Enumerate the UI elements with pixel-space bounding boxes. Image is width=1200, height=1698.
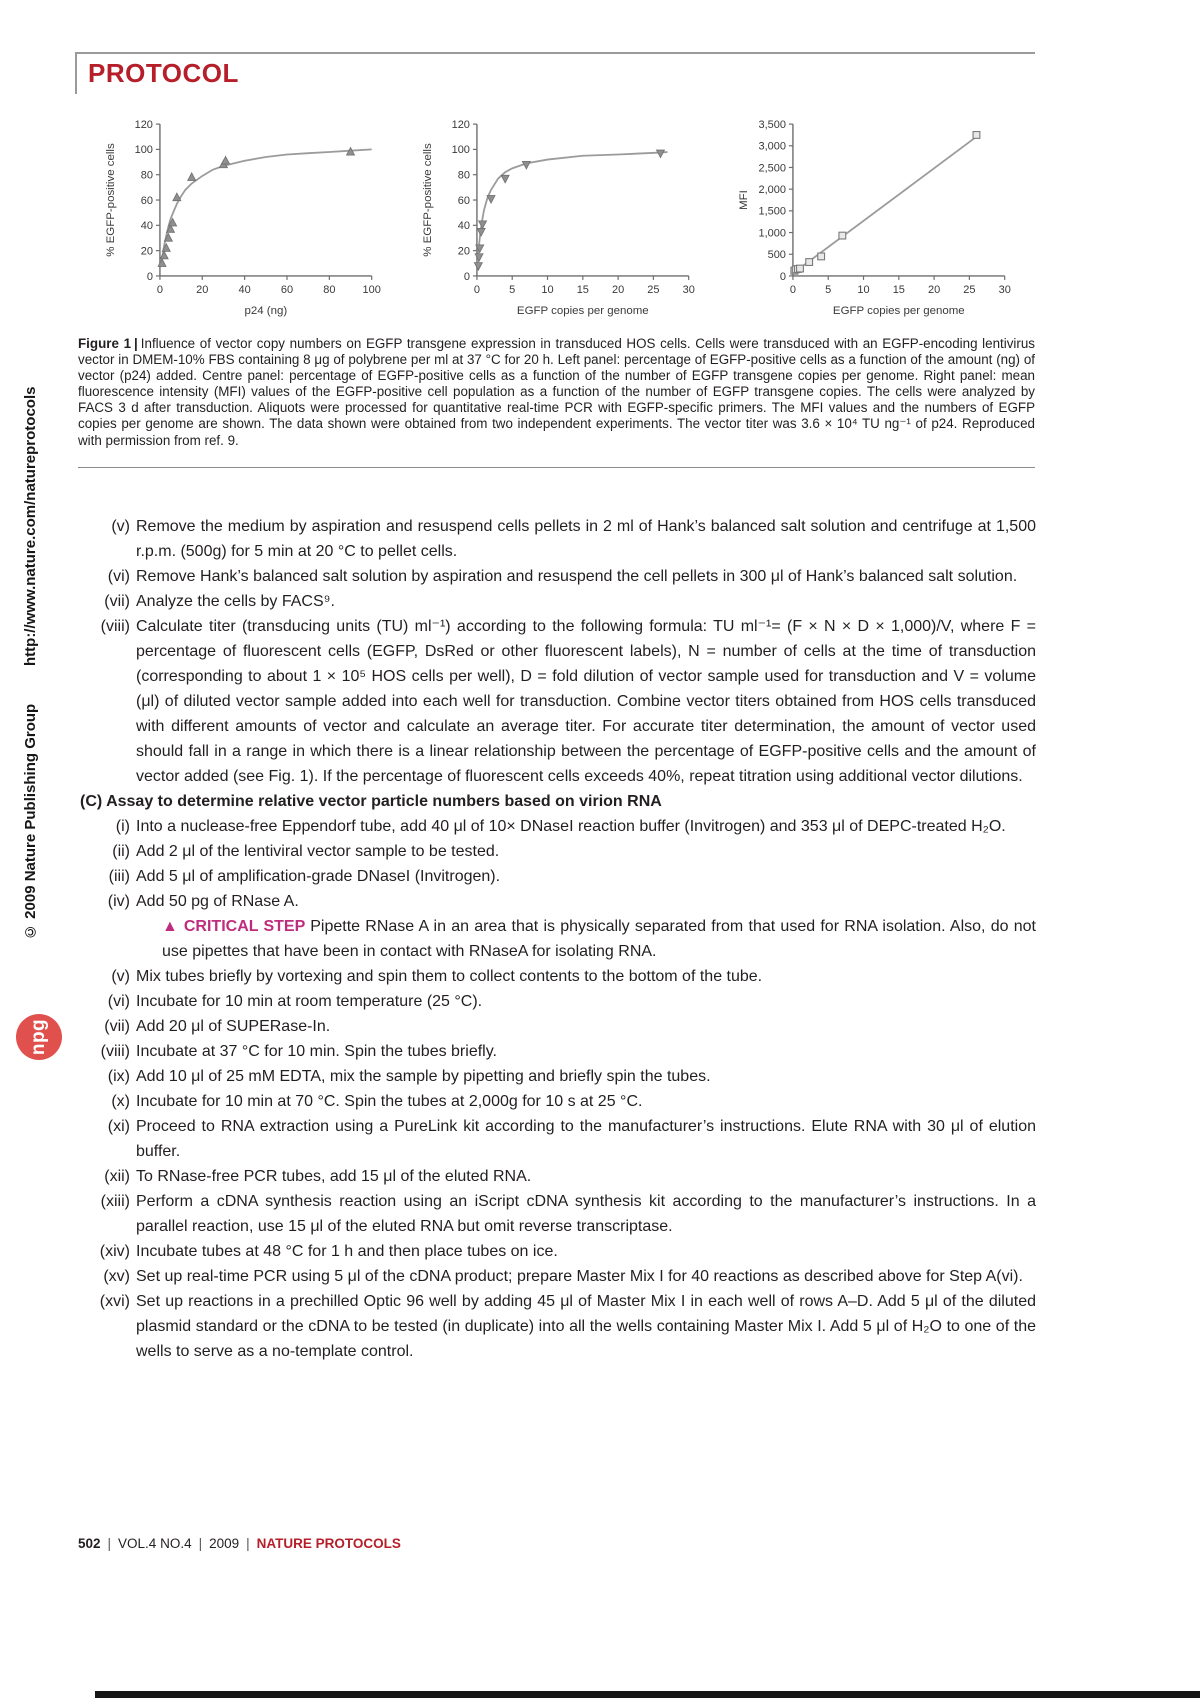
sidebar-gap bbox=[30, 666, 32, 704]
svg-text:EGFP copies per genome: EGFP copies per genome bbox=[833, 304, 966, 317]
step-text: To RNase-free PCR tubes, add 15 μl of the eluted RNA. bbox=[136, 1168, 532, 1185]
footer-separator: | bbox=[246, 1536, 250, 1551]
protocol-step bbox=[80, 514, 1036, 564]
svg-text:0: 0 bbox=[463, 270, 470, 283]
svg-text:40: 40 bbox=[457, 220, 470, 233]
svg-text:3,500: 3,500 bbox=[758, 118, 787, 131]
figure-separator: | bbox=[134, 336, 138, 351]
step-text: Incubate for 10 min at 70 °C. Spin the tubes at 2,000g for 10 s at 25 °C. bbox=[136, 1093, 643, 1110]
svg-text:1,000: 1,000 bbox=[758, 227, 787, 240]
svg-text:20: 20 bbox=[928, 283, 941, 296]
step-number: (xvi) bbox=[99, 1293, 130, 1310]
svg-text:5: 5 bbox=[508, 283, 515, 296]
svg-text:0: 0 bbox=[790, 283, 797, 296]
protocol-step bbox=[80, 1264, 1036, 1289]
svg-text:80: 80 bbox=[457, 169, 470, 182]
page-footer bbox=[78, 1536, 401, 1551]
step-text: Incubate for 10 min at room temperature (25 °C). bbox=[136, 993, 483, 1010]
svg-text:60: 60 bbox=[280, 283, 294, 296]
step-text: Set up real-time PCR using 5 μl of the cDNA product; prepare Master Mix I for 40 reactions as described above for Step A(vi). bbox=[136, 1268, 1023, 1285]
protocol-step bbox=[80, 1064, 1036, 1089]
step-number: (viii) bbox=[100, 618, 130, 635]
svg-text:80: 80 bbox=[140, 169, 153, 182]
svg-text:20: 20 bbox=[196, 283, 209, 296]
footer-page-number: 502 bbox=[78, 1536, 101, 1551]
step-text: Add 20 μl of SUPERase-In. bbox=[136, 1018, 331, 1035]
svg-text:20: 20 bbox=[457, 245, 470, 258]
sidebar-url: http://www.nature.com/natureprotocols bbox=[22, 386, 39, 666]
protocol-step bbox=[80, 839, 1036, 864]
step-text: Add 5 μl of amplification-grade DNaseI (Invitrogen). bbox=[136, 868, 501, 885]
step-text: Add 10 μl of 25 mM EDTA, mix the sample by pipetting and briefly spin the tubes. bbox=[136, 1068, 711, 1085]
protocol-step bbox=[80, 1039, 1036, 1064]
step-number: (ix) bbox=[107, 1068, 130, 1085]
step-number: (xiii) bbox=[100, 1193, 130, 1210]
step-text: Add 50 pg of RNase A. bbox=[136, 893, 299, 910]
caption-bottom-rule bbox=[78, 467, 1035, 468]
svg-text:20: 20 bbox=[611, 283, 624, 296]
sidebar-vertical-text bbox=[22, 350, 39, 940]
svg-text:10: 10 bbox=[541, 283, 554, 296]
protocol-step bbox=[80, 964, 1036, 989]
svg-text:60: 60 bbox=[140, 194, 153, 207]
step-number: (viii) bbox=[100, 1043, 130, 1060]
protocol-step bbox=[80, 814, 1036, 839]
svg-text:0: 0 bbox=[146, 270, 153, 283]
svg-text:20: 20 bbox=[140, 245, 153, 258]
svg-text:p24 (ng): p24 (ng) bbox=[244, 304, 288, 317]
svg-text:40: 40 bbox=[238, 283, 251, 296]
svg-text:100: 100 bbox=[451, 144, 470, 157]
step-text: Calculate titer (transducing units (TU) ml⁻¹) according to the following formula: TU ml⁻¹= (F × N × D × 1,000)/V, where F = percentage of fluorescent cells (EGFP, DsRed or other fluorescent labels), N = number of cells at the time of transduction (corresponding to about 1 × 10⁵ HOS cells per well), D = fold dilution of vector sample used for transduction and V = volume (μl) of diluted vector sample added into each well for transduction. Combine vector titers obtained from HOS cells transduced with different amounts of vector and calculate an average titer. For accurate titer determination, the amount of vector used should fall in a range in which there is a linear relationship between the percentage of EGFP-positive cells and the amount of vector added (see Fig. 1). If the percentage of fluorescent cells exceeds 40%, repeat titration using additional vector dilutions. bbox=[136, 618, 1036, 785]
step-text: Perform a cDNA synthesis reaction using an iScript cDNA synthesis kit according to the manufacturer’s instructions. In a parallel reaction, use 15 μl of the eluted RNA but omit reverse transcriptase. bbox=[136, 1193, 1036, 1235]
chart-right-panel bbox=[725, 108, 1032, 324]
step-number: (iv) bbox=[107, 893, 130, 910]
svg-text:30: 30 bbox=[998, 283, 1012, 296]
svg-text:5: 5 bbox=[825, 283, 832, 296]
step-number: (vii) bbox=[104, 593, 130, 610]
sidebar-copyright: © 2009 Nature Publishing Group bbox=[22, 703, 39, 940]
protocol-step bbox=[80, 1164, 1036, 1189]
protocol-step bbox=[80, 614, 1036, 789]
step-text: Remove Hank’s balanced salt solution by aspiration and resuspend the cell pellets in 300 μl of Hank’s balanced salt solution. bbox=[136, 568, 1018, 585]
svg-text:15: 15 bbox=[576, 283, 589, 296]
svg-text:0: 0 bbox=[473, 283, 480, 296]
svg-text:1,500: 1,500 bbox=[758, 205, 787, 218]
page-header-label: PROTOCOL bbox=[88, 58, 239, 88]
svg-text:% EGFP-positive cells: % EGFP-positive cells bbox=[421, 143, 434, 257]
protocol-step bbox=[80, 1189, 1036, 1239]
svg-text:500: 500 bbox=[767, 249, 787, 262]
step-number: (vii) bbox=[104, 1018, 130, 1035]
chart-left-panel bbox=[92, 108, 399, 324]
protocol-step bbox=[80, 1089, 1036, 1114]
figure-label: Figure 1 bbox=[78, 336, 132, 351]
step-number: (ii) bbox=[112, 843, 130, 860]
step-number: (xiv) bbox=[99, 1243, 130, 1260]
step-number: (v) bbox=[111, 968, 130, 985]
svg-text:100: 100 bbox=[362, 283, 381, 296]
svg-text:25: 25 bbox=[646, 283, 660, 296]
step-text: ▲ CRITICAL STEP Pipette RNase A in an area that is physically separated from that used for RNA isolation. Also, do not use pipettes that have been in contact with RNaseA for isolating RNA. bbox=[162, 918, 1036, 960]
svg-text:100: 100 bbox=[134, 144, 153, 157]
header-top-rule bbox=[75, 52, 1035, 54]
svg-text:MFI: MFI bbox=[738, 190, 751, 210]
protocol-step bbox=[80, 989, 1036, 1014]
section-heading: (C) Assay to determine relative vector particle numbers based on virion RNA bbox=[80, 793, 662, 810]
step-text: Mix tubes briefly by vortexing and spin them to collect contents to the bottom of the tube. bbox=[136, 968, 763, 985]
protocol-step bbox=[80, 589, 1036, 614]
protocol-step bbox=[80, 1239, 1036, 1264]
step-number: (xii) bbox=[104, 1168, 130, 1185]
step-text: Incubate at 37 °C for 10 min. Spin the tubes briefly. bbox=[136, 1043, 497, 1060]
svg-text:80: 80 bbox=[323, 283, 336, 296]
critical-step-flag: ▲ CRITICAL STEP bbox=[162, 918, 311, 935]
svg-text:120: 120 bbox=[451, 118, 470, 131]
step-number: (i) bbox=[115, 818, 130, 835]
step-text: Set up reactions in a prechilled Optic 96 well by adding 45 μl of Master Mix I in each well of rows A–D. Add 5 μl of the diluted plasmid standard or the cDNA to be tested (in duplicate) into all the wells containing Master Mix I. Add 5 μl of H₂O to one of the wells to serve as a no-template control. bbox=[136, 1293, 1036, 1360]
footer-separator: | bbox=[107, 1536, 112, 1551]
svg-text:10: 10 bbox=[857, 283, 870, 296]
npg-logo-text: npg bbox=[27, 1018, 49, 1056]
svg-text:120: 120 bbox=[134, 118, 153, 131]
footer-journal-name: NATURE PROTOCOLS bbox=[256, 1536, 401, 1551]
step-text: Into a nuclease-free Eppendorf tube, add 40 μl of 10× DNaseI reaction buffer (Invitrogen) and 353 μl of DEPC-treated H₂O. bbox=[136, 818, 1006, 835]
step-text: Proceed to RNA extraction using a PureLink kit according to the manufacturer’s instructions. Elute RNA with 30 μl of elution buffer. bbox=[136, 1118, 1036, 1160]
step-text: Analyze the cells by FACS⁹. bbox=[136, 593, 335, 610]
protocol-step bbox=[80, 864, 1036, 889]
step-number: (x) bbox=[111, 1093, 130, 1110]
svg-text:40: 40 bbox=[140, 220, 153, 233]
step-number: (xv) bbox=[103, 1268, 130, 1285]
npg-logo bbox=[16, 1014, 62, 1060]
svg-text:% EGFP-positive cells: % EGFP-positive cells bbox=[104, 143, 117, 257]
step-number: (xi) bbox=[107, 1118, 130, 1135]
svg-text:EGFP copies per genome: EGFP copies per genome bbox=[516, 304, 649, 317]
svg-text:15: 15 bbox=[893, 283, 906, 296]
svg-text:0: 0 bbox=[156, 283, 163, 296]
footer-volume: VOL.4 NO.4 bbox=[118, 1536, 192, 1551]
step-text: Incubate tubes at 48 °C for 1 h and then place tubes on ice. bbox=[136, 1243, 558, 1260]
svg-text:0: 0 bbox=[780, 270, 787, 283]
figure-caption-text: Influence of vector copy numbers on EGFP transgene expression in transduced HOS cells. Cells were transduced with an EGFP-encoding lentivirus vector in DMEM-10% FBS containing 8 μg of polybrene per ml at 37 °C for 20 h. Left panel: percentage of EGFP-positive cells as a function of the amount (ng) of vector (p24) added. Centre panel: percentage of EGFP-positive cells as a function of the number of EGFP transgene copies per genome. Right panel: mean fluorescence intensity (MFI) values of the EGFP-positive cell population as a function of the number of EGFP transgene copies. The cells were analyzed by FACS 3 d after transduction. Aliquots were processed for quantitative real-time PCR with EGFP-specific primers. The MFI values and the numbers of EGFP copies per genome are shown. The data shown were obtained from two independent experiments. The vector titer was 3.6 × 10⁴ TU ng⁻¹ of p24. Reproduced with permission from ref. 9. bbox=[78, 336, 1036, 448]
step-text: Add 2 μl of the lentiviral vector sample to be tested. bbox=[136, 843, 500, 860]
svg-text:25: 25 bbox=[963, 283, 976, 296]
page-bottom-bar bbox=[95, 1691, 1200, 1698]
svg-text:3,000: 3,000 bbox=[758, 140, 787, 153]
step-text: Remove the medium by aspiration and resuspend cells pellets in 2 ml of Hank’s balanced salt solution and centrifuge at 1,500 r.p.m. (500g) for 5 min at 20 °C to pellet cells. bbox=[136, 518, 1036, 560]
protocol-step bbox=[80, 564, 1036, 589]
svg-text:2,500: 2,500 bbox=[758, 162, 787, 175]
figure-caption bbox=[78, 336, 1035, 449]
protocol-steps-list bbox=[80, 514, 1036, 1364]
step-number: (vi) bbox=[107, 568, 130, 585]
protocol-step bbox=[80, 1289, 1036, 1364]
step-number bbox=[80, 914, 136, 964]
critical-step bbox=[80, 914, 1036, 964]
svg-text:60: 60 bbox=[457, 194, 470, 207]
chart-centre-panel bbox=[409, 108, 716, 324]
step-number: (v) bbox=[111, 518, 130, 535]
protocol-step bbox=[80, 889, 1036, 914]
header-left-rule bbox=[75, 52, 77, 94]
step-number: (iii) bbox=[108, 868, 130, 885]
footer-year: 2009 bbox=[209, 1536, 240, 1551]
protocol-step bbox=[80, 1014, 1036, 1039]
step-number: (vi) bbox=[107, 993, 130, 1010]
svg-text:2,000: 2,000 bbox=[758, 184, 787, 197]
footer-separator: | bbox=[198, 1536, 203, 1551]
svg-text:30: 30 bbox=[682, 283, 695, 296]
protocol-step bbox=[80, 1114, 1036, 1164]
figure-1-panels bbox=[92, 108, 1032, 324]
